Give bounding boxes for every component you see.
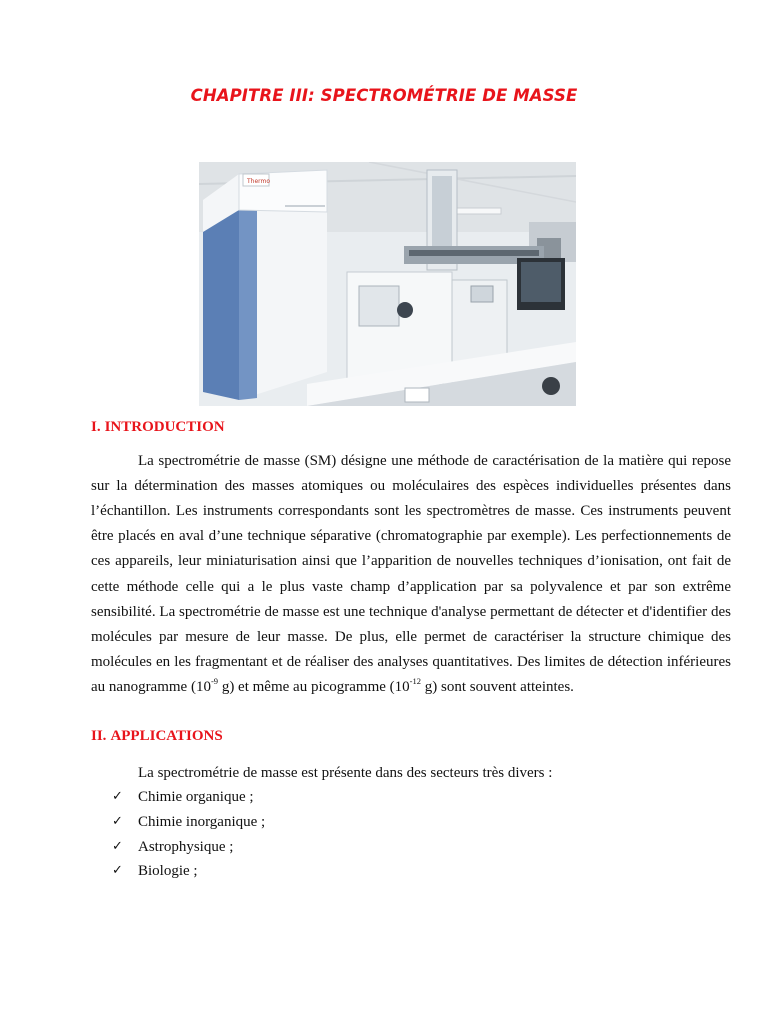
checkmark-icon: ✓ <box>112 789 123 804</box>
section-heading-introduction <box>91 419 225 436</box>
list-item <box>112 861 265 886</box>
paragraph-text-mid: g) et même au picogramme (10 <box>218 679 410 696</box>
list-item <box>112 812 265 837</box>
list-item-label: Astrophysique ; <box>138 838 234 855</box>
list-item <box>112 837 265 862</box>
section-heading-applications <box>91 728 223 745</box>
instrument-illustration <box>199 162 576 406</box>
section-title: APPLICATIONS <box>110 728 223 744</box>
section-number: I. <box>91 419 101 435</box>
section-number: II. <box>91 728 107 744</box>
list-item-label: Chimie organique ; <box>138 789 254 805</box>
paragraph-text: La spectrométrie de masse (SM) désigne une méthode de caractérisation de la matière qui repose sur la détermination des masses atomiques ou moléculaires des espèces individuelles présentes dans l’échantillon. Les instruments correspondants sont les spectromètres de masse. Ces instruments peuvent être placés en aval d’une technique séparative (chromatographie par exemple). Les perfectionnements de ces appareils, leur miniaturisation ainsi que l’apparition de nouvelles techniques d’ionisation, ont fait de cette méthode celle qui a le plus vaste champ d’application par sa polyvalence et par son extrême sensibilité. La spectrométrie de masse est une technique d'analyse permettant de détecter et d'identifier des molécules par mesure de leur masse. De plus, elle permet de caractériser la structure chimique des molécules en les fragmentant et de réaliser des analyses quantitatives. Des limites de détection inférieures au nanogramme (10 <box>91 452 731 696</box>
mass-spectrometer-photo <box>199 162 576 406</box>
list-item-label: Biologie ; <box>138 863 198 880</box>
exponent-picogram: -12 <box>409 676 422 687</box>
checkmark-icon: ✓ <box>112 838 123 854</box>
chapter-title: CHAPITRE III: SPECTROMÉTRIE DE MASSE <box>190 86 578 105</box>
brand-label: Thermo <box>247 178 271 185</box>
checkmark-icon: ✓ <box>112 813 123 829</box>
list-item-label: Chimie inorganique ; <box>138 813 266 830</box>
section-title: INTRODUCTION <box>104 419 225 435</box>
introduction-paragraph <box>91 449 731 701</box>
checkmark-icon: ✓ <box>112 863 123 879</box>
applications-list <box>112 787 265 886</box>
exponent-nanogram: -9 <box>210 676 219 687</box>
list-item <box>112 787 265 812</box>
applications-lead: La spectrométrie de masse est présente dans des secteurs très divers : <box>138 765 553 781</box>
paragraph-text-end: g) sont souvent atteintes. <box>421 679 574 696</box>
